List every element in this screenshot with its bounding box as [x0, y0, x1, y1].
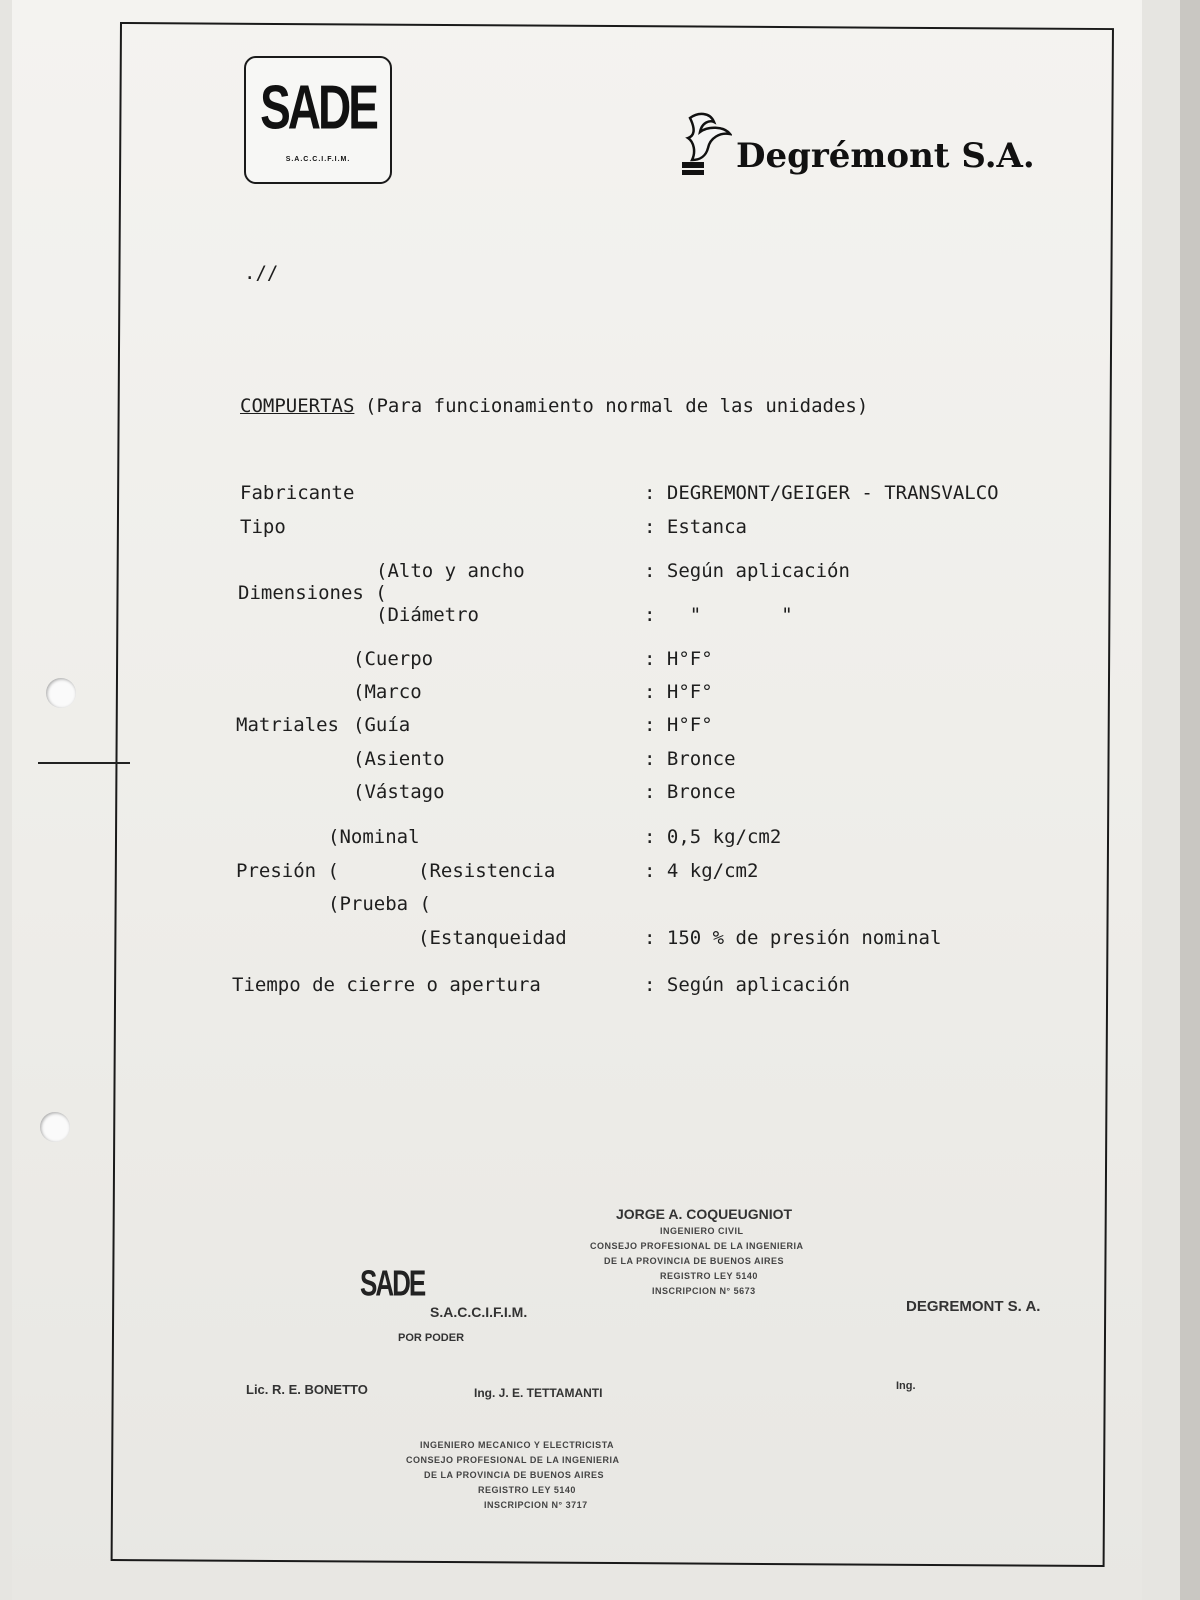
signer-mid: Ing. J. E. TETTAMANTI	[474, 1386, 603, 1400]
mat-guia-label: (Guía	[353, 714, 411, 736]
presion-nominal-value: : 0,5 kg/cm2	[644, 826, 782, 848]
dim-diametro-value: : " "	[644, 604, 793, 626]
degremont-stamp: DEGREMONT S. A.	[906, 1298, 1041, 1315]
mat-vastago-value: : Bronce	[644, 781, 736, 803]
engineer-mech-inscription: INSCRIPCION N° 3717	[484, 1500, 588, 1510]
engineer-mech-registry: REGISTRO LEY 5140	[478, 1485, 576, 1495]
mat-cuerpo-value: : H°F°	[644, 648, 713, 670]
punch-hole-top	[46, 678, 76, 708]
mat-marco-value: : H°F°	[644, 681, 713, 703]
punch-hole-bottom	[40, 1112, 70, 1142]
sade-stamp-logo: SADE	[360, 1261, 425, 1304]
presion-nominal-label: (Nominal	[328, 826, 420, 848]
degremont-logo-text: Degrémont S.A.	[736, 136, 1035, 176]
dim-alto-value: : Según aplicación	[644, 560, 850, 582]
tiempo-label: Tiempo de cierre o apertura	[232, 974, 541, 996]
engineer-mech-council: CONSEJO PROFESIONAL DE LA INGENIERIA	[406, 1455, 620, 1465]
continuation-mark: .//	[244, 262, 279, 284]
dim-alto-label: (Alto y ancho	[376, 560, 525, 582]
mat-marco-label: (Marco	[353, 681, 422, 703]
engineer-mech-title: INGENIERO MECANICO Y ELECTRICISTA	[420, 1440, 615, 1450]
signer-right: Ing.	[896, 1380, 916, 1392]
sade-stamp-role: POR PODER	[398, 1332, 465, 1344]
tipo-value: : Estanca	[644, 516, 747, 538]
engineer-civil-title: INGENIERO CIVIL	[660, 1226, 744, 1236]
mat-guia-value: : H°F°	[644, 714, 713, 736]
engineer-civil-council: CONSEJO PROFESIONAL DE LA INGENIERIA	[590, 1241, 804, 1251]
presion-label: Presión (	[236, 860, 339, 882]
mat-asiento-label: (Asiento	[353, 748, 445, 770]
presion-estanqueidad-value: : 150 % de presión nominal	[644, 927, 942, 949]
engineer-civil-registry: REGISTRO LEY 5140	[660, 1271, 758, 1281]
degremont-logo	[680, 112, 1060, 182]
presion-resistencia-label: (Resistencia	[418, 860, 556, 882]
mat-asiento-value: : Bronce	[644, 748, 736, 770]
dimensiones-label: Dimensiones (	[238, 582, 387, 604]
fabricante-value: : DEGREMONT/GEIGER - TRANSVALCO	[644, 482, 999, 504]
signer-left: Lic. R. E. BONETTO	[246, 1382, 368, 1397]
engineer-civil-name: JORGE A. COQUEUGNIOT	[616, 1206, 793, 1222]
page-border	[111, 22, 1114, 1567]
mat-vastago-label: (Vástago	[353, 781, 445, 803]
tipo-label: Tipo	[240, 516, 286, 538]
margin-line	[38, 762, 130, 764]
materiales-label: Matriales	[236, 714, 339, 736]
engineer-civil-province: DE LA PROVINCIA DE BUENOS AIRES	[604, 1256, 785, 1266]
engineer-mech-province: DE LA PROVINCIA DE BUENOS AIRES	[424, 1470, 605, 1480]
section-title: COMPUERTAS	[240, 395, 355, 417]
sade-logo	[244, 56, 392, 184]
presion-estanqueidad-label: (Estanqueidad	[418, 927, 567, 949]
tiempo-value: : Según aplicación	[644, 974, 850, 996]
fabricante-label: Fabricante	[240, 482, 355, 504]
sade-logo-subtext: S.A.C.C.I.F.I.M.	[285, 156, 351, 163]
presion-resistencia-value: : 4 kg/cm2	[644, 860, 759, 882]
bird-icon	[680, 112, 732, 178]
engineer-civil-inscription: INSCRIPCION N° 5673	[652, 1286, 756, 1296]
dim-diametro-label: (Diámetro	[376, 604, 479, 626]
mat-cuerpo-label: (Cuerpo	[353, 648, 434, 670]
presion-prueba-label: (Prueba (	[328, 893, 431, 915]
section-subtitle: (Para funcionamiento normal de las unidades)	[365, 395, 869, 417]
sade-stamp-company: S.A.C.C.I.F.I.M.	[430, 1304, 528, 1320]
sade-logo-text: SADE	[260, 71, 376, 143]
